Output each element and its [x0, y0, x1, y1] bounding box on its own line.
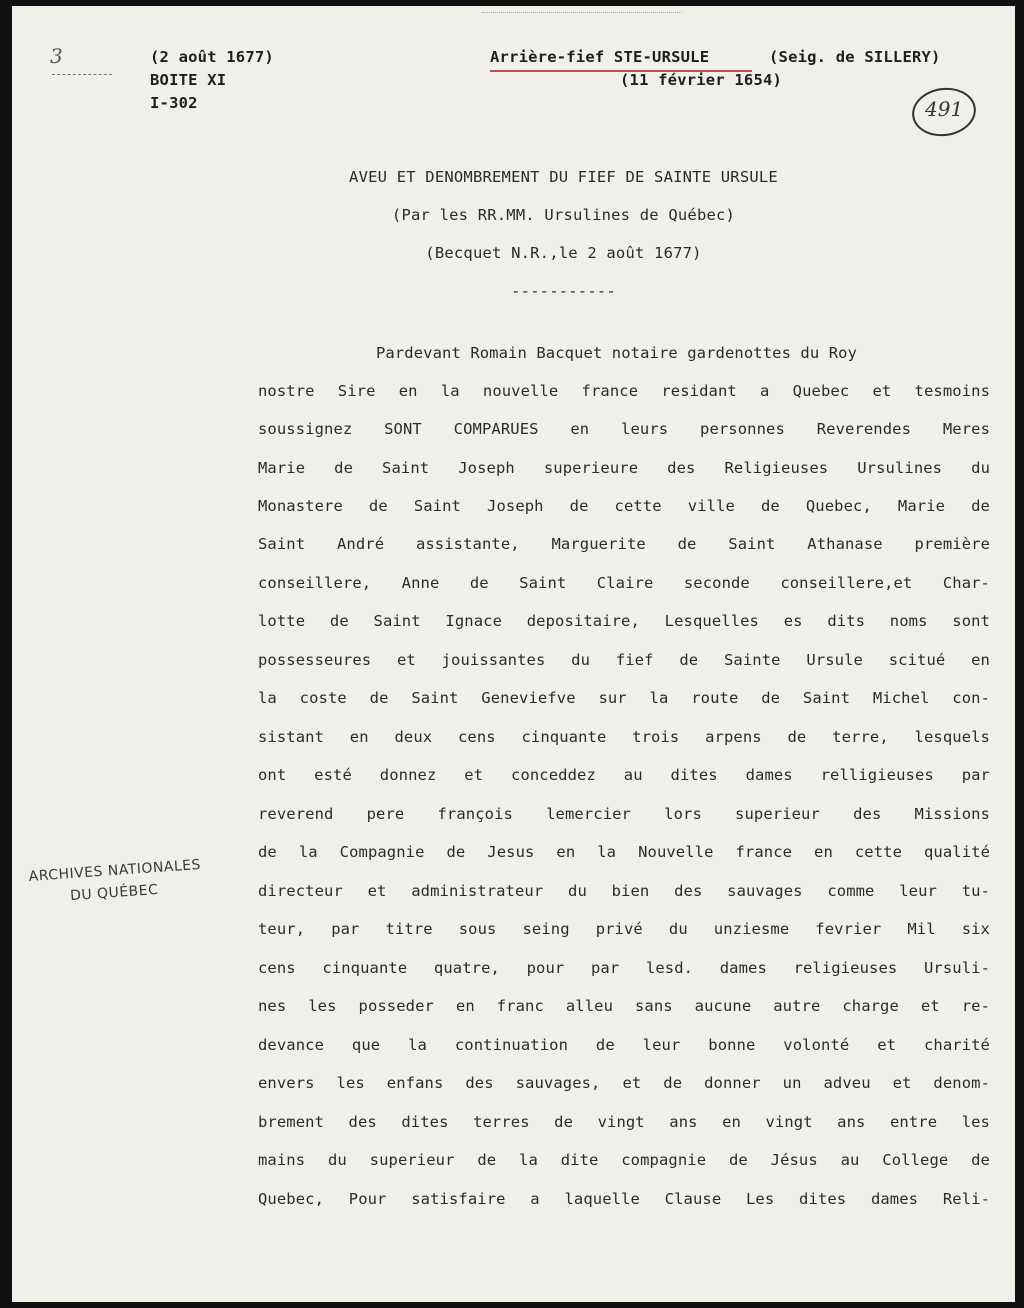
- folio-dash: [52, 74, 112, 75]
- body-line: brement des dites terres de vingt ans en vingt ans entre les: [258, 1113, 990, 1131]
- title-separator: -----------: [511, 282, 616, 300]
- archive-stamp-line1: ARCHIVES NATIONALES: [28, 856, 202, 885]
- body-line: reverend pere françois lemercier lors superieur des Missions: [258, 805, 990, 823]
- header-right-date: (11 février 1654): [620, 71, 783, 89]
- body-line: Pardevant Romain Bacquet notaire gardenottes du Roy: [376, 344, 858, 362]
- document-page: [12, 6, 1015, 1302]
- document-citation: (Becquet N.R.,le 2 août 1677): [425, 244, 702, 262]
- archive-stamp-line2: DU QUÉBEC: [69, 881, 159, 905]
- header-ref: I-302: [150, 94, 198, 112]
- body-line: ont esté donnez et conceddez au dites dames relligieuses par: [258, 766, 990, 784]
- body-line: mains du superieur de la dite compagnie de Jésus au College de: [258, 1151, 990, 1169]
- top-edge-mark: [482, 6, 682, 13]
- body-line: lotte de Saint Ignace depositaire, Lesquelles es dits noms sont: [258, 612, 990, 630]
- document-subtitle: (Par les RR.MM. Ursulines de Québec): [391, 206, 736, 224]
- body-line: de la Compagnie de Jesus en la Nouvelle france en cette qualité: [258, 843, 990, 861]
- archive-stamp: [28, 854, 203, 910]
- body-line: Monastere de Saint Joseph de cette ville de Quebec, Marie de: [258, 497, 990, 515]
- body-line: teur, par titre sous seing privé du unziesme fevrier Mil six: [258, 920, 990, 938]
- body-line: possesseures et jouissantes du fief de Sainte Ursule scitué en: [258, 651, 990, 669]
- body-line: la coste de Saint Geneviefve sur la route de Saint Michel con-: [258, 689, 990, 707]
- header-date: (2 août 1677): [150, 48, 274, 66]
- body-line: Marie de Saint Joseph superieure des Religieuses Ursulines du: [258, 459, 990, 477]
- body-line: envers les enfans des sauvages, et de donner un adveu et denom-: [258, 1074, 990, 1092]
- folio-number: 3: [50, 44, 63, 68]
- body-line: cens cinquante quatre, pour par lesd. dames religieuses Ursuli-: [258, 959, 990, 977]
- body-line: devance que la continuation de leur bonne volonté et charité: [258, 1036, 990, 1054]
- body-line: nostre Sire en la nouvelle france residant a Quebec et tesmoins: [258, 382, 990, 400]
- body-line: directeur et administrateur du bien des sauvages comme leur tu-: [258, 882, 990, 900]
- body-line: Saint André assistante, Marguerite de Saint Athanase première: [258, 535, 990, 553]
- page-number: 491: [925, 97, 964, 121]
- body-line: sistant en deux cens cinquante trois arpens de terre, lesquels: [258, 728, 990, 746]
- body-line: Quebec, Pour satisfaire a laquelle Clause Les dites dames Reli-: [258, 1190, 990, 1208]
- header-seigneurie: (Seig. de SILLERY): [769, 48, 941, 66]
- header-fief: Arrière-fief STE-URSULE: [490, 48, 710, 66]
- body-line: conseillere, Anne de Saint Claire seconde conseillere,et Char-: [258, 574, 990, 592]
- body-line: soussignez SONT COMPARUES en leurs personnes Reverendes Meres: [258, 420, 990, 438]
- header-box: BOITE XI: [150, 71, 227, 89]
- body-line: nes les posseder en franc alleu sans aucune autre charge et re-: [258, 997, 990, 1015]
- document-title: AVEU ET DENOMBREMENT DU FIEF DE SAINTE URSULE: [349, 168, 778, 186]
